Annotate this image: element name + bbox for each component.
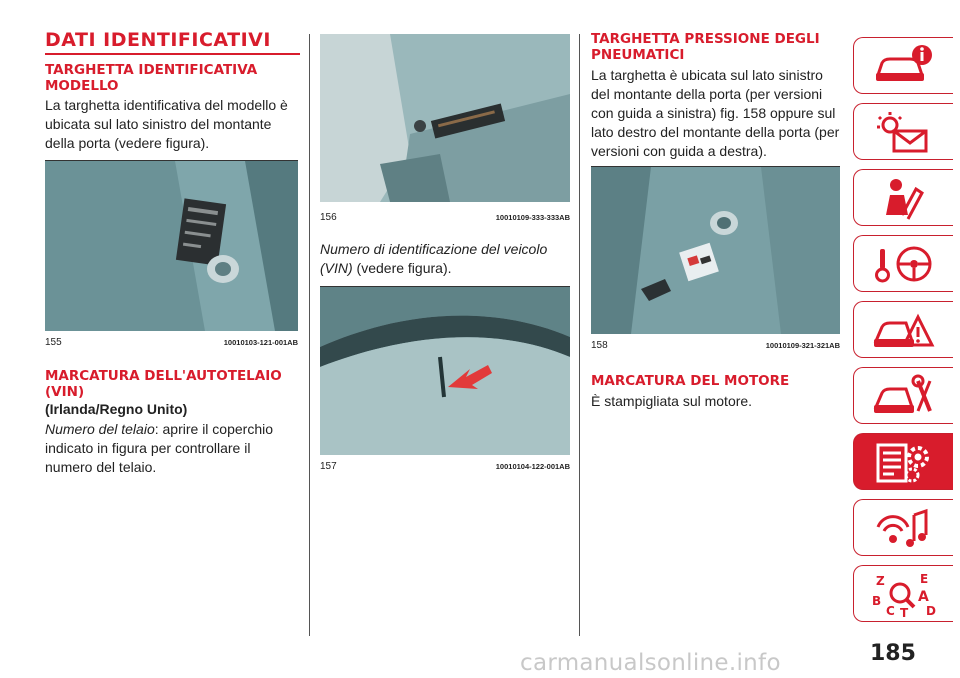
door-pillar-illustration <box>45 161 298 331</box>
text-vin-label: Numero di identificazione del veicolo (VIN) <box>320 241 548 276</box>
tab-airbag-safety[interactable] <box>853 169 953 226</box>
airbag-safety-icon <box>872 175 936 221</box>
tab-warning-lights[interactable] <box>853 103 953 160</box>
figure-156-code: 10010109-333-333AB <box>495 213 570 222</box>
heading-tire-pressure-plate: TARGHETTA PRESSIONE DEGLI PNEUMATICI <box>591 31 820 63</box>
figure-157-code: 10010104-122-001AB <box>495 462 570 471</box>
index-letter: D <box>925 603 936 617</box>
text-frame-number-body: : aprire il coperchio indicato in figura per controllare il numero del telaio. <box>45 421 274 475</box>
figure-158-code: 10010109-321-321AB <box>765 341 840 350</box>
figure-156-image <box>320 34 570 202</box>
figure-155-number: 155 <box>45 337 62 348</box>
page-number: 185 <box>870 641 916 666</box>
subheading-ireland-uk: (Irlanda/Regno Unito) <box>45 401 188 417</box>
tire-pressure-label-illustration <box>591 167 840 334</box>
windshield-vin-illustration <box>320 287 570 455</box>
figure-155 <box>45 160 298 348</box>
figure-158-image <box>591 166 840 334</box>
heading-engine-marking: MARCATURA DEL MOTORE <box>591 373 790 389</box>
car-info-icon <box>872 43 936 89</box>
page-title: DATI IDENTIFICATIVI <box>45 29 300 55</box>
starting-driving-icon <box>872 241 936 287</box>
warning-lights-icon <box>872 109 936 155</box>
text-tire-pressure-plate: La targhetta è ubicata sul lato sinistro del montante della porta (per versioni con guida a sinistra) fig. 158 oppure sul lato destro del montante della porta (per versioni con guida a destra). <box>591 67 840 159</box>
tab-technical-data[interactable] <box>853 433 953 490</box>
index-letter: C <box>885 603 895 617</box>
figure-158 <box>591 166 840 351</box>
tab-starting-driving[interactable] <box>853 235 953 292</box>
figure-158-number: 158 <box>591 340 608 351</box>
figure-156 <box>320 34 570 223</box>
figure-155-code: 10010103-121-001AB <box>223 338 298 347</box>
index-letter: Z <box>875 573 885 588</box>
chapter-sidebar <box>853 0 960 678</box>
column-divider-1 <box>309 34 310 636</box>
text-vin <box>320 240 565 278</box>
index-letter: T <box>899 605 908 617</box>
figure-157 <box>320 286 570 472</box>
maintenance-icon <box>872 373 936 419</box>
tab-emergency[interactable] <box>853 301 953 358</box>
multimedia-icon <box>872 505 936 551</box>
figure-155-image <box>45 160 298 331</box>
column-divider-2 <box>579 34 580 636</box>
index-letter: B <box>871 593 881 608</box>
text-vin-body: (vedere figura). <box>352 260 452 276</box>
technical-data-icon <box>872 439 936 485</box>
text-vin-marking <box>45 420 300 477</box>
figure-157-image <box>320 286 570 455</box>
tab-car-info[interactable] <box>853 37 953 94</box>
text-frame-number-label: Numero del telaio <box>45 421 155 437</box>
index-icon <box>872 571 936 617</box>
figure-157-number: 157 <box>320 461 337 472</box>
heading-model-plate: TARGHETTA IDENTIFICATIVA MODELLO <box>45 62 258 94</box>
emergency-icon <box>872 307 936 353</box>
index-letter: A <box>917 588 929 605</box>
tab-multimedia[interactable] <box>853 499 953 556</box>
tab-maintenance[interactable] <box>853 367 953 424</box>
figure-156-number: 156 <box>320 212 337 223</box>
index-letter: E <box>919 571 928 586</box>
watermark: carmanualsonline.info <box>520 650 781 676</box>
text-model-plate: La targhetta identificativa del modello è ubicata sul lato sinistro del montante della porta (vedere figura). <box>45 97 288 151</box>
text-engine-marking: È stampigliata sul motore. <box>591 393 753 409</box>
heading-vin-marking: MARCATURA DELL'AUTOTELAIO (VIN) <box>45 368 282 400</box>
vin-plate-illustration <box>320 34 570 202</box>
tab-index[interactable] <box>853 565 953 622</box>
